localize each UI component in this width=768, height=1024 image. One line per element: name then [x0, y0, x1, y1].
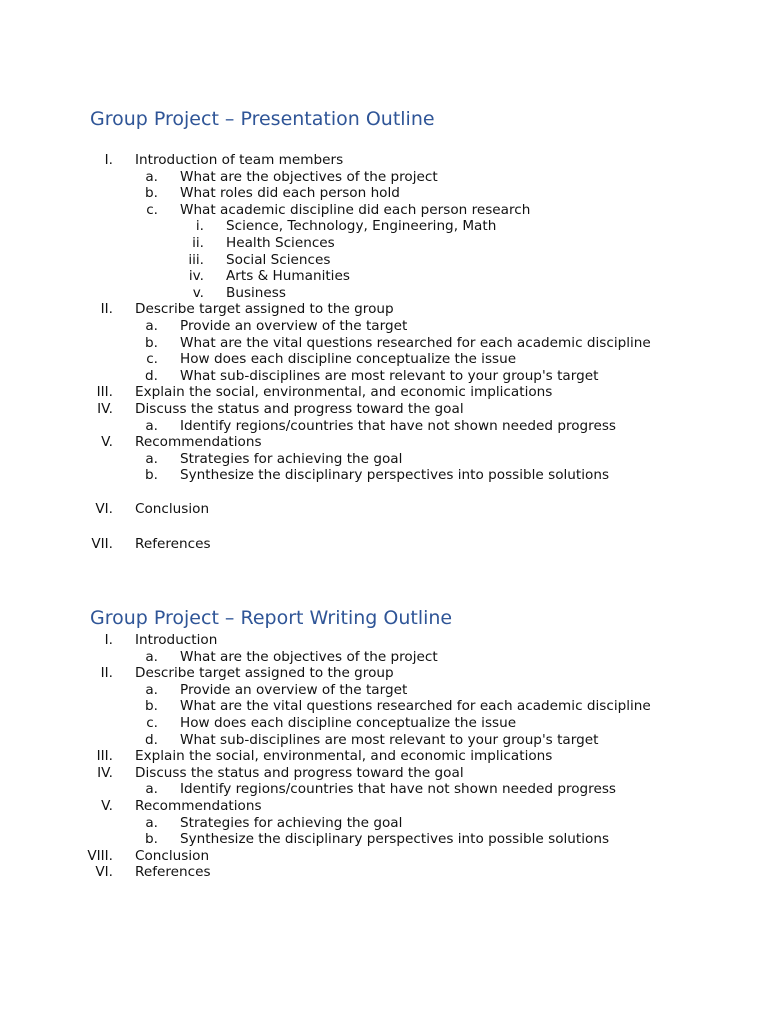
outline-item [0, 301, 768, 318]
item-text: Describe target assigned to the group [135, 665, 394, 682]
item-text: Business [226, 284, 286, 301]
list-marker: II. [100, 301, 113, 318]
outline-item [0, 649, 768, 666]
outline-item [0, 848, 768, 865]
list-marker: iv. [188, 268, 204, 285]
list-marker: VI. [95, 500, 113, 517]
outline-item [0, 235, 768, 252]
outline-item [0, 765, 768, 782]
outline-item [0, 732, 768, 749]
item-text: What are the vital questions researched for each academic discipline [180, 334, 651, 351]
list-marker: III. [96, 748, 113, 765]
outline-item [0, 831, 768, 848]
item-text: What academic discipline did each person research [180, 201, 531, 218]
outline-item [0, 698, 768, 715]
item-text: Arts & Humanities [226, 268, 350, 285]
list-marker: a. [145, 317, 158, 334]
outline-item [0, 169, 768, 186]
outline-item [0, 815, 768, 832]
outline-item [0, 252, 768, 269]
list-marker: III. [96, 384, 113, 401]
list-marker: a. [145, 648, 158, 665]
outline-item [0, 268, 768, 285]
item-text: How does each discipline conceptualize the issue [180, 714, 517, 731]
outline-item [0, 285, 768, 302]
item-text: What sub-disciplines are most relevant to your group's target [180, 731, 599, 748]
outline-item [0, 152, 768, 169]
list-marker: b. [145, 334, 158, 351]
outline-item [0, 202, 768, 219]
list-marker: c. [146, 714, 158, 731]
outline-item [0, 536, 768, 553]
outline-item [0, 434, 768, 451]
item-text: Explain the social, environmental, and economic implications [135, 748, 553, 765]
list-marker: a. [145, 417, 158, 434]
outline-item [0, 748, 768, 765]
list-marker: a. [145, 450, 158, 467]
outline-item [0, 798, 768, 815]
item-text: Recommendations [135, 797, 262, 814]
list-marker: v. [192, 284, 204, 301]
item-text: Identify regions/countries that have not shown needed progress [180, 781, 616, 798]
list-marker: I. [104, 632, 113, 648]
item-text: What are the objectives of the project [180, 168, 438, 185]
outline-item [0, 501, 768, 518]
item-text: Discuss the status and progress toward the goal [135, 400, 464, 417]
item-text: What roles did each person hold [180, 185, 400, 202]
item-text: Recommendations [135, 434, 262, 451]
list-marker: II. [100, 665, 113, 682]
item-text: Provide an overview of the target [180, 681, 408, 698]
list-marker: VII. [91, 536, 113, 553]
list-marker: iii. [188, 251, 204, 268]
item-text: Explain the social, environmental, and economic implications [135, 384, 553, 401]
item-text: Conclusion [135, 500, 210, 517]
presentation-outline-list [0, 152, 768, 553]
list-marker: i. [195, 218, 204, 235]
outline-item [0, 418, 768, 435]
item-text: Introduction of team members [135, 152, 344, 168]
list-marker: b. [145, 831, 158, 848]
item-text: Discuss the status and progress toward the goal [135, 764, 464, 781]
list-marker: IV. [97, 764, 113, 781]
outline-item [0, 335, 768, 352]
report-outline-title: Group Project – Report Writing Outline [90, 607, 453, 629]
item-text: Strategies for achieving the goal [180, 450, 403, 467]
list-marker: VI. [95, 864, 113, 881]
outline-item [0, 781, 768, 798]
item-text: Science, Technology, Engineering, Math [226, 218, 497, 235]
list-marker: d. [145, 731, 158, 748]
outline-item [0, 632, 768, 649]
list-marker: ii. [192, 234, 204, 251]
outline-item [0, 318, 768, 335]
outline-item [0, 467, 768, 484]
item-text: References [135, 536, 211, 553]
list-marker: b. [145, 467, 158, 484]
item-text: How does each discipline conceptualize the issue [180, 351, 517, 368]
outline-item [0, 185, 768, 202]
item-text: Provide an overview of the target [180, 317, 408, 334]
list-marker: a. [145, 814, 158, 831]
list-marker: I. [104, 152, 113, 168]
item-text: Synthesize the disciplinary perspectives into possible solutions [180, 831, 610, 848]
list-marker: c. [146, 351, 158, 368]
list-marker: V. [101, 434, 113, 451]
item-text: Describe target assigned to the group [135, 301, 394, 318]
item-text: Strategies for achieving the goal [180, 814, 403, 831]
list-marker: a. [145, 781, 158, 798]
item-text: Health Sciences [226, 234, 335, 251]
list-marker: b. [145, 698, 158, 715]
outline-item [0, 351, 768, 368]
list-marker: VIII. [87, 847, 113, 864]
item-text: What sub-disciplines are most relevant to your group's target [180, 367, 599, 384]
item-text: Synthesize the disciplinary perspectives into possible solutions [180, 467, 610, 484]
outline-item [0, 715, 768, 732]
outline-item [0, 384, 768, 401]
list-marker: a. [145, 681, 158, 698]
list-marker: a. [145, 168, 158, 185]
list-marker: b. [145, 185, 158, 202]
list-marker: V. [101, 797, 113, 814]
list-marker: d. [145, 367, 158, 384]
outline-item [0, 682, 768, 699]
presentation-outline-title: Group Project – Presentation Outline [90, 108, 435, 130]
item-text: Conclusion [135, 847, 210, 864]
item-text: Introduction [135, 632, 218, 648]
list-marker: IV. [97, 400, 113, 417]
item-text: References [135, 864, 211, 881]
outline-item [0, 368, 768, 385]
list-marker: c. [146, 201, 158, 218]
outline-item [0, 864, 768, 881]
outline-item [0, 401, 768, 418]
item-text: What are the objectives of the project [180, 648, 438, 665]
item-text: What are the vital questions researched for each academic discipline [180, 698, 651, 715]
outline-item [0, 665, 768, 682]
outline-item [0, 218, 768, 235]
item-text: Identify regions/countries that have not shown needed progress [180, 417, 616, 434]
item-text: Social Sciences [226, 251, 331, 268]
outline-item [0, 451, 768, 468]
report-outline-list [0, 632, 768, 881]
